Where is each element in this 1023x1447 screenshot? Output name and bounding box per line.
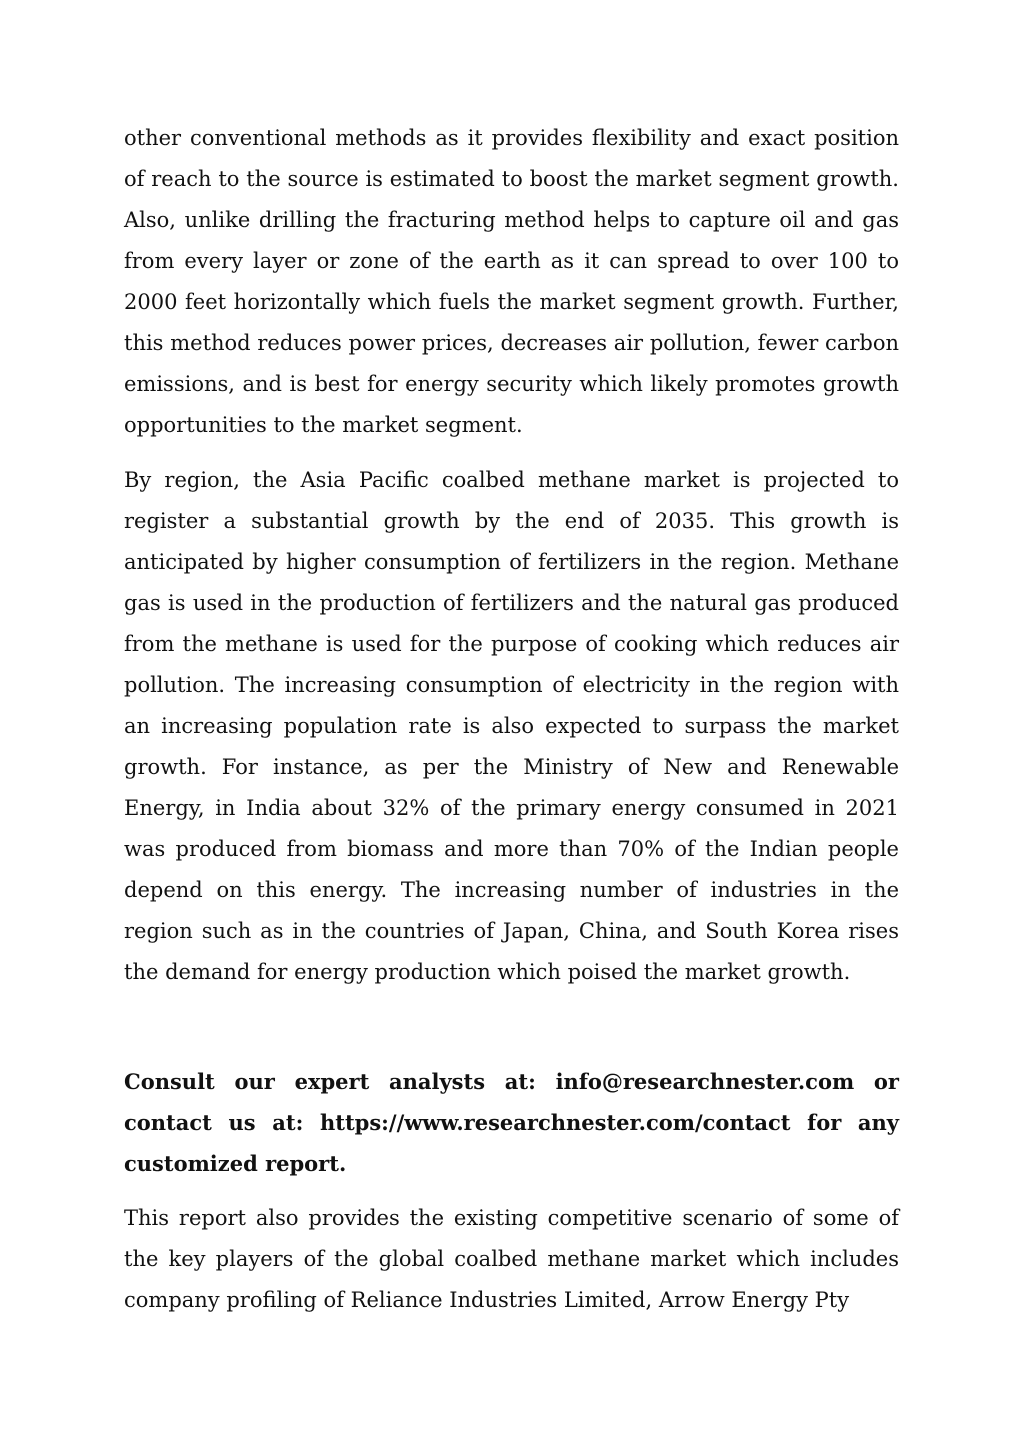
- paragraph-fracturing-method: other conventional methods as it provides flexibility and exact position of reach to the source is estimated to boost the market segment growth. Also, unlike drilling the fracturing method helps to capture oil and gas from every layer or zone of the earth as it can spread to over 100 to 2000 feet horizontally which fuels the market segment growth. Further, this method reduces power prices, decreases air pollution, fewer carbon emissions, and is best for energy security which likely promotes growth opportunities to the market segment.: [124, 126, 899, 437]
- document-page: [124, 118, 899, 1321]
- paragraph-asia-pacific: By region, the Asia Pacific coalbed methane market is projected to register a substantial growth by the end of 2035. This growth is anticipated by higher consumption of fertilizers in the region. Methane gas is used in the production of fertilizers and the natural gas produced from the methane is used for the purpose of cooking which reduces air pollution. The increasing consumption of electricity in the region with an increasing population rate is also expected to surpass the market growth. For instance, as per the Ministry of New and Renewable Energy, in India about 32% of the primary energy consumed in 2021 was produced from biomass and more than 70% of the Indian people depend on this energy. The increasing number of industries in the region such as in the countries of Japan, China, and South Korea rises the demand for energy production which poised the market growth.: [124, 468, 899, 984]
- consult-analysts-callout: Consult our expert analysts at: info@researchnester.com or contact us at: https://www.researchnester.com/contact for any customized report.: [124, 1069, 899, 1176]
- paragraph-key-players: This report also provides the existing competitive scenario of some of the key players of the global coalbed methane market which includes company profiling of Reliance Industries Limited, Arrow Energy Pty: [124, 1206, 899, 1312]
